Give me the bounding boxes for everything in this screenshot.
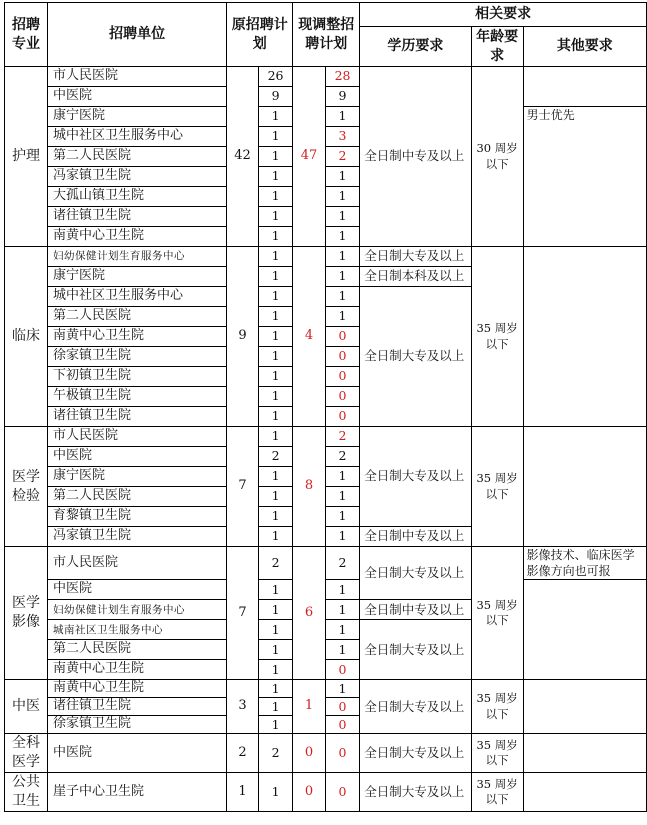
education-cell: 全日制本科及以上	[360, 267, 471, 287]
age-cell: 35 周岁以下	[471, 680, 523, 734]
specialty-cell: 护理	[5, 67, 48, 247]
other-cell-empty	[523, 680, 646, 734]
adj-cell: 28	[325, 67, 359, 87]
age-cell: 35 周岁以下	[471, 247, 523, 427]
table-row	[5, 107, 647, 127]
orig-cell: 1	[258, 773, 292, 812]
adj-total-cell: 8	[293, 427, 326, 547]
other-cell-empty	[523, 427, 646, 547]
specialty-cell: 医学检验	[5, 427, 48, 547]
orig-cell: 2	[258, 547, 292, 580]
orig-cell: 1	[258, 127, 292, 147]
unit-cell: 崖子中心卫生院	[48, 773, 227, 812]
unit-cell: 南黄中心卫生院	[48, 327, 227, 347]
unit-cell: 第二人民医院	[48, 487, 227, 507]
orig-total-cell: 42	[227, 67, 259, 247]
unit-cell: 康宁医院	[48, 467, 227, 487]
unit-cell: 冯家镇卫生院	[48, 167, 227, 187]
adj-cell: 1	[325, 167, 359, 187]
orig-cell: 1	[258, 247, 292, 267]
adj-cell: 1	[325, 487, 359, 507]
header-specialty: 招聘专业	[5, 3, 48, 67]
unit-cell: 市人民医院	[48, 427, 227, 447]
education-cell: 全日制中专及以上	[360, 527, 471, 547]
adj-cell: 1	[325, 640, 359, 660]
unit-cell: 下初镇卫生院	[48, 367, 227, 387]
adj-cell: 0	[325, 734, 359, 773]
orig-cell: 1	[258, 600, 292, 620]
education-cell: 全日制大专及以上	[360, 734, 471, 773]
other-cell-empty	[523, 67, 646, 107]
adj-cell: 3	[325, 127, 359, 147]
specialty-cell: 医学影像	[5, 547, 48, 680]
table-row	[5, 580, 647, 600]
orig-cell: 1	[258, 207, 292, 227]
other-cell-empty	[523, 734, 646, 773]
age-cell: 35 周岁以下	[471, 547, 523, 680]
adj-total-cell: 6	[293, 547, 326, 680]
other-cell: 男士优先	[523, 107, 646, 247]
adj-cell: 1	[325, 507, 359, 527]
unit-cell: 中医院	[48, 734, 227, 773]
adj-cell: 1	[325, 600, 359, 620]
orig-cell: 1	[258, 660, 292, 680]
unit-cell: 午极镇卫生院	[48, 387, 227, 407]
orig-total-cell: 1	[227, 773, 259, 812]
adj-cell: 0	[325, 347, 359, 367]
unit-cell: 诸往镇卫生院	[48, 698, 227, 716]
adj-cell: 1	[325, 267, 359, 287]
orig-cell: 1	[258, 147, 292, 167]
adj-total-cell: 0	[293, 734, 326, 773]
adj-cell: 0	[325, 387, 359, 407]
specialty-cell: 公共卫生	[5, 773, 48, 812]
table-row	[5, 547, 647, 580]
adj-cell: 2	[325, 427, 359, 447]
unit-cell: 城南社区卫生服务中心	[48, 620, 227, 640]
header-age: 年龄要求	[471, 27, 523, 67]
table-row	[5, 427, 647, 447]
unit-cell: 市人民医院	[48, 547, 227, 580]
unit-cell: 徐家镇卫生院	[48, 716, 227, 734]
adj-cell: 0	[325, 716, 359, 734]
orig-cell: 1	[258, 107, 292, 127]
adj-cell: 0	[325, 660, 359, 680]
orig-cell: 1	[258, 367, 292, 387]
adj-cell: 1	[325, 527, 359, 547]
unit-cell: 南黄中心卫生院	[48, 227, 227, 247]
header-unit: 招聘单位	[48, 3, 227, 67]
orig-total-cell: 2	[227, 734, 259, 773]
adj-cell: 2	[325, 547, 359, 580]
table-row	[5, 680, 647, 698]
orig-cell: 1	[258, 187, 292, 207]
orig-cell: 1	[258, 640, 292, 660]
other-cell-empty	[523, 247, 646, 427]
unit-cell: 南黄中心卫生院	[48, 660, 227, 680]
education-cell: 全日制大专及以上	[360, 287, 471, 427]
unit-cell: 康宁医院	[48, 107, 227, 127]
unit-cell: 第二人民医院	[48, 147, 227, 167]
adj-cell: 1	[325, 107, 359, 127]
adj-cell: 1	[325, 580, 359, 600]
orig-cell: 1	[258, 167, 292, 187]
unit-cell: 城中社区卫生服务中心	[48, 287, 227, 307]
unit-cell: 中医院	[48, 87, 227, 107]
unit-cell: 诸往镇卫生院	[48, 407, 227, 427]
orig-total-cell: 7	[227, 427, 259, 547]
adj-cell: 1	[325, 287, 359, 307]
adj-cell: 1	[325, 680, 359, 698]
header-requirements: 相关要求	[360, 3, 647, 27]
orig-total-cell: 3	[227, 680, 259, 734]
table-row	[5, 67, 647, 87]
adj-cell: 0	[325, 367, 359, 387]
header-education: 学历要求	[360, 27, 471, 67]
orig-cell: 1	[258, 527, 292, 547]
education-cell: 全日制中专及以上	[360, 600, 471, 620]
adj-total-cell: 0	[293, 773, 326, 812]
orig-cell: 1	[258, 427, 292, 447]
orig-cell: 26	[258, 67, 292, 87]
adj-cell: 1	[325, 467, 359, 487]
unit-cell: 第二人民医院	[48, 640, 227, 660]
adj-cell: 1	[325, 207, 359, 227]
orig-cell: 2	[258, 447, 292, 467]
adj-cell: 2	[325, 447, 359, 467]
adj-total-cell: 4	[293, 247, 326, 427]
adj-cell: 1	[325, 620, 359, 640]
adj-cell: 1	[325, 307, 359, 327]
orig-total-cell: 9	[227, 247, 259, 427]
age-cell: 35 周岁以下	[471, 427, 523, 547]
education-cell: 全日制大专及以上	[360, 427, 471, 527]
orig-cell: 2	[258, 734, 292, 773]
unit-cell: 冯家镇卫生院	[48, 527, 227, 547]
adj-cell: 1	[325, 227, 359, 247]
orig-cell: 1	[258, 467, 292, 487]
adj-cell: 9	[325, 87, 359, 107]
orig-total-cell: 7	[227, 547, 259, 680]
adj-cell: 0	[325, 327, 359, 347]
adj-total-cell: 47	[293, 67, 326, 247]
unit-cell: 妇幼保健计划生育服务中心	[48, 600, 227, 620]
orig-cell: 1	[258, 287, 292, 307]
adj-total-cell: 1	[293, 680, 326, 734]
specialty-cell: 全科医学	[5, 734, 48, 773]
age-cell: 35 周岁以下	[471, 773, 523, 812]
unit-cell: 市人民医院	[48, 67, 227, 87]
education-cell: 全日制大专及以上	[360, 247, 471, 267]
orig-cell: 1	[258, 227, 292, 247]
unit-cell: 城中社区卫生服务中心	[48, 127, 227, 147]
unit-cell: 南黄中心卫生院	[48, 680, 227, 698]
table-row	[5, 773, 647, 812]
orig-cell: 1	[258, 487, 292, 507]
adj-cell: 0	[325, 773, 359, 812]
table-row	[5, 734, 647, 773]
header-adj-plan: 现调整招聘计划	[293, 3, 360, 67]
header-other: 其他要求	[523, 27, 646, 67]
education-cell: 全日制大专及以上	[360, 547, 471, 600]
adj-cell: 1	[325, 247, 359, 267]
education-cell: 全日制大专及以上	[360, 620, 471, 680]
orig-cell: 1	[258, 680, 292, 698]
orig-cell: 1	[258, 387, 292, 407]
unit-cell: 第二人民医院	[48, 307, 227, 327]
unit-cell: 妇幼保健计划生育服务中心	[48, 247, 227, 267]
age-cell: 30 周岁以下	[471, 67, 523, 247]
adj-cell: 1	[325, 187, 359, 207]
unit-cell: 中医院	[48, 580, 227, 600]
other-cell-empty	[523, 580, 646, 680]
orig-cell: 1	[258, 698, 292, 716]
orig-cell: 1	[258, 507, 292, 527]
orig-cell: 1	[258, 407, 292, 427]
specialty-cell: 临床	[5, 247, 48, 427]
orig-cell: 1	[258, 307, 292, 327]
table-row	[5, 247, 647, 267]
education-cell: 全日制大专及以上	[360, 680, 471, 734]
orig-cell: 1	[258, 327, 292, 347]
orig-cell: 1	[258, 267, 292, 287]
adj-cell: 0	[325, 407, 359, 427]
unit-cell: 徐家镇卫生院	[48, 347, 227, 367]
header-orig-plan: 原招聘计划	[227, 3, 293, 67]
orig-cell: 1	[258, 580, 292, 600]
unit-cell: 康宁医院	[48, 267, 227, 287]
specialty-cell: 中医	[5, 680, 48, 734]
orig-cell: 1	[258, 347, 292, 367]
adj-cell: 0	[325, 698, 359, 716]
education-cell: 全日制中专及以上	[360, 67, 471, 247]
orig-cell: 1	[258, 716, 292, 734]
unit-cell: 育黎镇卫生院	[48, 507, 227, 527]
other-cell: 影像技术、临床医学影像方向也可报	[523, 547, 646, 580]
unit-cell: 中医院	[48, 447, 227, 467]
recruitment-plan-table	[4, 2, 647, 812]
header-row-1	[5, 3, 647, 27]
unit-cell: 诸往镇卫生院	[48, 207, 227, 227]
orig-cell: 1	[258, 620, 292, 640]
other-cell-empty	[523, 773, 646, 812]
unit-cell: 大孤山镇卫生院	[48, 187, 227, 207]
age-cell: 35 周岁以下	[471, 734, 523, 773]
adj-cell: 2	[325, 147, 359, 167]
orig-cell: 9	[258, 87, 292, 107]
education-cell: 全日制大专及以上	[360, 773, 471, 812]
